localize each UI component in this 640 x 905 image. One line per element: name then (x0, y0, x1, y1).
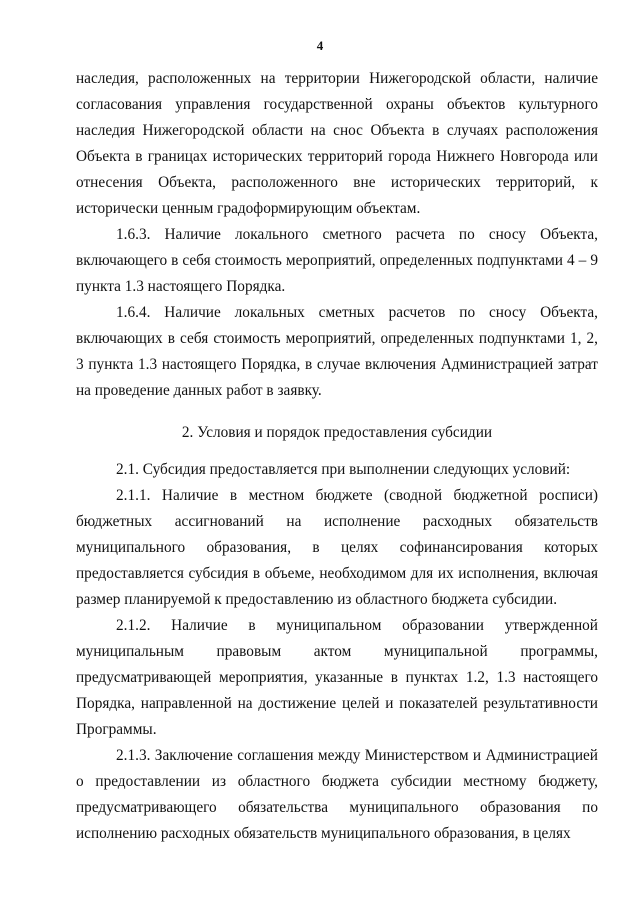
page-number: 4 (316, 38, 324, 53)
section-heading: 2. Условия и порядок предоставления субсидии (181, 424, 493, 441)
paragraph-2-1: 2.1. Субсидия предоставляется при выполнении следующих условий: (116, 461, 571, 478)
paragraph-2-1-2: 2.1.2. Наличие в муниципальном образовании утвержденной муниципальным правовым актом муниципальной программы, предусматривающей мероприятия, указанные в пунктах 1.2, 1.3 настоящего Порядка, направленной на достижение целей и показателей результативности Программы. (76, 617, 598, 738)
paragraph-2-1-1: 2.1.1. Наличие в местном бюджете (сводной бюджетной росписи) бюджетных ассигнований на исполнение расходных обязательств муниципального образования, в целях софинансирования которых предоставляется субсидия в объеме, необходимом для их исполнения, включая размер планируемой к предоставлению из областного бюджета субсидии. (76, 487, 598, 608)
paragraph-1-6-4: 1.6.4. Наличие локальных сметных расчетов по сносу Объекта, включающих в себя стоимость мероприятий, определенных подпунктами 1, 2, 3 пункта 1.3 настоящего Порядка, в случае включения Администрацией затрат на проведение данных работ в заявку. (76, 304, 598, 399)
paragraph-2-1-3: 2.1.3. Заключение соглашения между Министерством и Администрацией о предоставлении из областного бюджета субсидии местному бюджету, предусматривающего обязательства муниципального образования по исполнению расходных обязательств муниципального образования, в целях (76, 747, 598, 842)
paragraph-1-6-3: 1.6.3. Наличие локального сметного расчета по сносу Объекта, включающего в себя стоимость мероприятий, определенных подпунктами 4 – 9 пункта 1.3 настоящего Порядка. (76, 226, 598, 295)
paragraph-heritage-approval: наследия, расположенных на территории Нижегородской области, наличие согласования управления государственной охраны объектов культурного наследия Нижегородской области на снос Объекта в случаях расположения Объекта в границах исторических территорий города Нижнего Новгорода или отнесения Объекта, расположенного вне исторических территорий, к исторически ценным градоформирующим объектам. (76, 70, 598, 217)
